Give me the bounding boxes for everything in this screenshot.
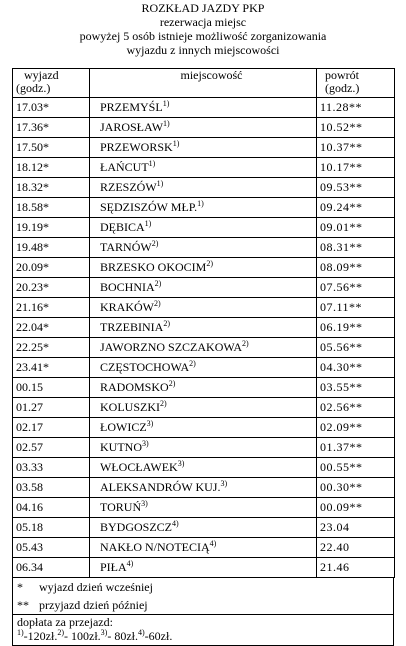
- table-row: [13, 458, 395, 478]
- table-row: [13, 218, 395, 238]
- return-time: 09.01**: [317, 218, 395, 238]
- departure-time: 03.33: [13, 458, 90, 478]
- station-name: PRZEMYŚL: [100, 100, 163, 114]
- departure-time: 02.57: [13, 438, 90, 458]
- table-row: [13, 158, 395, 178]
- table-row: [13, 118, 395, 138]
- departure-time: 23.41*: [13, 358, 90, 378]
- legend-single-mark: *: [17, 580, 23, 594]
- fare-zone-marker: 4): [172, 519, 179, 528]
- departure-time: 04.16: [13, 498, 90, 518]
- station-cell: [90, 338, 317, 358]
- station-cell: [90, 558, 317, 578]
- return-time: 02.56**: [317, 398, 395, 418]
- departure-header-label: wyjazd: [24, 68, 59, 82]
- return-time: 05.56**: [317, 338, 395, 358]
- station-cell: [90, 238, 317, 258]
- station-name: TRZEBINIA: [100, 320, 164, 334]
- fare-zone-marker: 3): [141, 499, 148, 508]
- station-name: TORUŃ: [100, 500, 142, 514]
- departure-time: 02.17: [13, 418, 90, 438]
- table-row: [13, 298, 395, 318]
- station-name: WŁOCŁAWEK: [100, 460, 178, 474]
- table-row: [13, 438, 395, 458]
- departure-header-unit: (godz.): [16, 81, 51, 95]
- fare-zone-marker: 3): [142, 439, 149, 448]
- departure-time: 18.32*: [13, 178, 90, 198]
- station-name: ALEKSANDRÓW KUJ.: [100, 480, 221, 494]
- legend-double-star: [13, 596, 393, 615]
- departure-time: 20.09*: [13, 258, 90, 278]
- table-row: [13, 558, 395, 578]
- station-name: BYDGOSZCZ: [100, 520, 173, 534]
- departure-time: 06.34: [13, 558, 90, 578]
- legend-box: [12, 578, 394, 646]
- table-row: [13, 378, 395, 398]
- column-header-return: [317, 69, 395, 98]
- departure-time: 17.36*: [13, 118, 90, 138]
- return-time: 03.55**: [317, 378, 395, 398]
- departure-time: 05.43: [13, 538, 90, 558]
- departure-time: 17.03*: [13, 98, 90, 118]
- fare-zone-marker: 1): [162, 99, 170, 108]
- station-cell: [90, 438, 317, 458]
- fare-zone-marker: 2): [163, 319, 170, 328]
- table-row: [13, 338, 395, 358]
- supplement-price: -60zł.: [144, 629, 173, 643]
- station-name: NAKŁO N/NOTECIĄ: [100, 540, 210, 554]
- station-cell: [90, 318, 317, 338]
- fare-zone-marker: 2): [151, 239, 159, 248]
- departure-time: 22.04*: [13, 318, 90, 338]
- fare-zone-marker: 1): [197, 199, 204, 208]
- return-time: 06.19**: [317, 318, 395, 338]
- table-row: [13, 478, 395, 498]
- station-name: CZĘSTOCHOWA: [100, 360, 190, 374]
- return-time: 08.31**: [317, 238, 395, 258]
- fare-zone-marker: 2): [189, 359, 196, 368]
- station-cell: [90, 198, 317, 218]
- station-cell: [90, 158, 317, 178]
- table-row: [13, 498, 395, 518]
- station-name: BRZESKO OKOCIM: [100, 260, 207, 274]
- column-header-station: miejscowość: [90, 69, 317, 98]
- table-row: [13, 418, 395, 438]
- station-cell: [90, 178, 317, 198]
- station-name: JAWORZNO SZCZAKOWA: [100, 340, 243, 354]
- table-row: [13, 178, 395, 198]
- departure-time: 22.25*: [13, 338, 90, 358]
- supplement-zone-marker: 1): [17, 628, 24, 637]
- return-time: 07.11**: [317, 298, 395, 318]
- station-cell: [90, 98, 317, 118]
- return-time: 09.53**: [317, 178, 395, 198]
- fare-zone-marker: 1): [163, 119, 170, 128]
- page-header: [0, 0, 406, 57]
- fare-zone-marker: 2): [242, 339, 249, 348]
- table-row: [13, 258, 395, 278]
- return-time: 21.46: [317, 558, 395, 578]
- return-time: 00.09**: [317, 498, 395, 518]
- station-name: SĘDZISZÓW MŁP.: [100, 200, 198, 214]
- fare-zone-marker: 3): [220, 479, 228, 488]
- station-name: ŁAŃCUT: [100, 160, 149, 174]
- timetable-header-row: [13, 69, 395, 98]
- station-name: KRAKÓW: [100, 300, 154, 314]
- subtitle-reservation: rezerwacja miejsc: [159, 15, 247, 29]
- table-row: [13, 278, 395, 298]
- fare-zone-marker: 2): [206, 259, 214, 268]
- legend-single-text: wyjazd dzień wcześniej: [39, 580, 153, 594]
- station-cell: [90, 278, 317, 298]
- departure-time: 18.12*: [13, 158, 90, 178]
- station-name: BOCHNIA: [100, 280, 155, 294]
- return-time: 08.09**: [317, 258, 395, 278]
- subtitle-group-note: powyżej 5 osób istnieje możliwość zorganizowania: [79, 29, 327, 43]
- station-name: JAROSŁAW: [100, 120, 164, 134]
- table-row: [13, 138, 395, 158]
- return-time: 07.56**: [317, 278, 395, 298]
- fare-zone-marker: 2): [154, 299, 161, 308]
- page-title: ROZKŁAD JAZDY PKP: [141, 1, 265, 15]
- timetable: [12, 68, 395, 578]
- station-cell: [90, 418, 317, 438]
- table-row: [13, 358, 395, 378]
- return-time: 02.09**: [317, 418, 395, 438]
- supplement-title: dopłata za przejazd:: [17, 615, 113, 629]
- fare-zone-marker: 4): [126, 559, 134, 568]
- station-cell: [90, 498, 317, 518]
- station-cell: [90, 398, 317, 418]
- station-cell: [90, 118, 317, 138]
- station-cell: [90, 218, 317, 238]
- supplement-zone-marker: 3): [100, 628, 108, 637]
- fare-zone-marker: 1): [172, 139, 180, 148]
- departure-time: 19.48*: [13, 238, 90, 258]
- departure-time: 18.58*: [13, 198, 90, 218]
- table-row: [13, 318, 395, 338]
- departure-time: 05.18: [13, 518, 90, 538]
- return-time: 09.24**: [317, 198, 395, 218]
- departure-time: 19.19*: [13, 218, 90, 238]
- table-row: [13, 238, 395, 258]
- departure-time: 17.50*: [13, 138, 90, 158]
- station-cell: [90, 378, 317, 398]
- departure-time: 20.23*: [13, 278, 90, 298]
- table-row: [13, 98, 395, 118]
- departure-time: 00.15: [13, 378, 90, 398]
- supplement-price: - 80zł.: [107, 629, 138, 643]
- return-time: 00.55**: [317, 458, 395, 478]
- fare-zone-marker: 4): [209, 539, 217, 548]
- return-time: 10.52**: [317, 118, 395, 138]
- fare-zone-marker: 2): [168, 379, 176, 388]
- station-cell: [90, 138, 317, 158]
- station-cell: [90, 258, 317, 278]
- fare-zone-marker: 1): [144, 219, 152, 228]
- station-cell: [90, 518, 317, 538]
- station-cell: [90, 298, 317, 318]
- departure-time: 01.27: [13, 398, 90, 418]
- return-time: 01.37**: [317, 438, 395, 458]
- supplement-prices: [13, 629, 393, 645]
- station-name: TARNÓW: [100, 240, 152, 254]
- fare-zone-marker: 2): [160, 399, 167, 408]
- station-cell: [90, 538, 317, 558]
- table-row: [13, 538, 395, 558]
- station-name: RADOMSKO: [100, 380, 169, 394]
- legend-single-star: [13, 578, 393, 596]
- return-header-label: powrót: [325, 68, 359, 82]
- legend-double-text: przyjazd dzień później: [39, 598, 148, 612]
- timetable-body: [13, 98, 395, 578]
- station-name: PIŁA: [100, 560, 127, 574]
- departure-time: 21.16*: [13, 298, 90, 318]
- return-time: 11.28**: [317, 98, 395, 118]
- fare-zone-marker: 1): [148, 159, 156, 168]
- station-cell: [90, 458, 317, 478]
- column-header-departure: [13, 69, 90, 98]
- return-time: 22.40: [317, 538, 395, 558]
- station-name: RZESZÓW: [100, 180, 157, 194]
- return-time: 10.17**: [317, 158, 395, 178]
- station-name: KOLUSZKI: [100, 400, 160, 414]
- fare-zone-marker: 3): [146, 419, 154, 428]
- return-time: 00.30**: [317, 478, 395, 498]
- station-name: PRZEWORSK: [100, 140, 173, 154]
- supplement-zone-marker: 2): [57, 628, 64, 637]
- supplement-price: -120zł.: [23, 629, 58, 643]
- supplement-price: - 100zł.: [64, 629, 101, 643]
- return-time: 04.30**: [317, 358, 395, 378]
- fare-zone-marker: 1): [156, 179, 164, 188]
- station-cell: [90, 478, 317, 498]
- subtitle-other-towns: wyjazdu z innych miejscowości: [126, 43, 280, 57]
- station-name: DĘBICA: [100, 220, 145, 234]
- fare-zone-marker: 2): [154, 279, 162, 288]
- station-name: KUTNO: [100, 440, 142, 454]
- legend-double-mark: **: [17, 598, 29, 612]
- station-cell: [90, 358, 317, 378]
- supplement-zone-marker: 4): [137, 628, 145, 637]
- table-row: [13, 398, 395, 418]
- return-time: 23.04: [317, 518, 395, 538]
- departure-time: 03.58: [13, 478, 90, 498]
- return-header-unit: (godz.): [325, 81, 360, 95]
- table-row: [13, 518, 395, 538]
- fare-zone-marker: 3): [177, 459, 185, 468]
- station-name: ŁOWICZ: [100, 420, 147, 434]
- table-row: [13, 198, 395, 218]
- return-time: 10.37**: [317, 138, 395, 158]
